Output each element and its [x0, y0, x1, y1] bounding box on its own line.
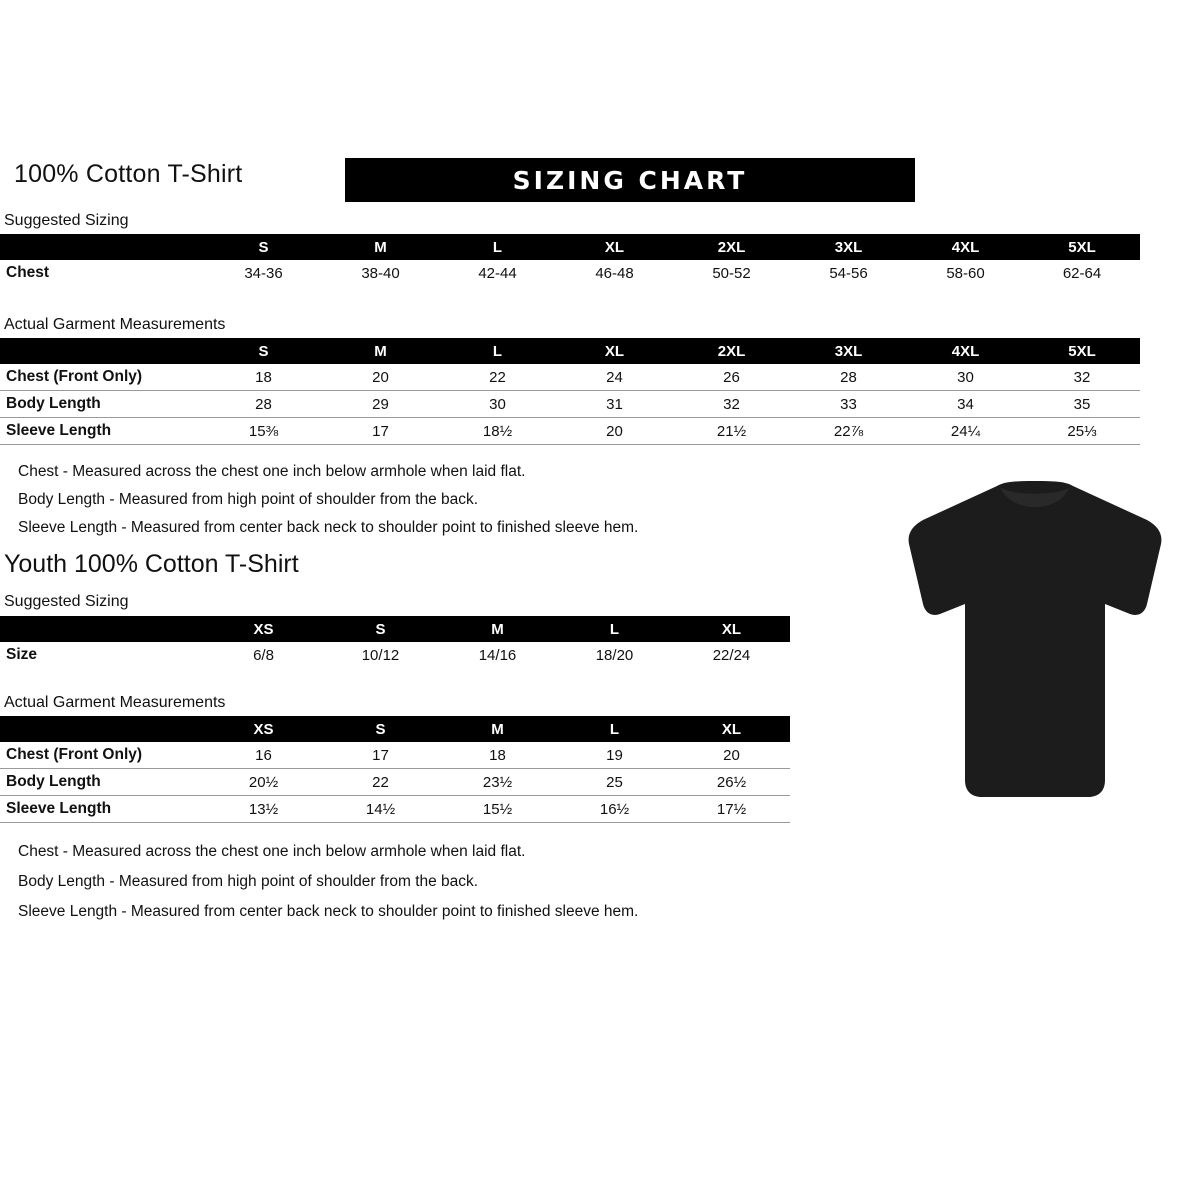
cell: 14½ — [365, 800, 396, 818]
cell: 58-60 — [946, 264, 985, 282]
adult-suggested-label: Suggested Sizing — [4, 212, 129, 229]
row-label: Body Length — [6, 395, 101, 412]
youth-note-chest: Chest - Measured across the chest one inch below armhole when laid flat. — [18, 843, 526, 860]
cell: 54-56 — [829, 264, 868, 282]
col-head: S — [375, 620, 386, 638]
table-header-row — [0, 616, 790, 642]
col-head: XL — [721, 620, 742, 638]
cell: 46-48 — [595, 264, 634, 282]
youth-section-title: Youth 100% Cotton T-Shirt — [4, 550, 299, 578]
cell: 10/12 — [361, 646, 400, 664]
adult-suggested-table — [0, 234, 1140, 286]
adult-actual-table — [0, 338, 1140, 445]
col-head — [0, 234, 205, 260]
table-row — [0, 796, 790, 823]
cell: 26 — [723, 368, 740, 386]
row-label: Chest — [6, 264, 50, 281]
col-head: L — [492, 342, 503, 360]
cell: 18 — [489, 746, 506, 764]
table-header-row — [0, 716, 790, 742]
youth-note-sleeve-length: Sleeve Length - Measured from center back neck to shoulder point to finished sleeve hem. — [18, 903, 639, 920]
cell: 38-40 — [361, 264, 400, 282]
table-row — [0, 418, 1140, 445]
adult-note-sleeve-length: Sleeve Length - Measured from center back neck to shoulder point to finished sleeve hem. — [18, 519, 639, 536]
col-head: 3XL — [834, 342, 863, 360]
cell: 31 — [606, 395, 623, 413]
row-label: Chest (Front Only) — [6, 746, 143, 763]
cell: 34-36 — [244, 264, 283, 282]
col-head: XS — [253, 620, 274, 638]
cell: 25⅓ — [1067, 422, 1097, 440]
table-row — [0, 769, 790, 796]
cell: 42-44 — [478, 264, 517, 282]
cell: 32 — [1073, 368, 1091, 386]
youth-actual-label: Actual Garment Measurements — [4, 694, 226, 711]
col-head — [0, 716, 205, 742]
t-shirt-illustration — [900, 480, 1170, 810]
table-row — [0, 642, 790, 668]
cell: 16½ — [599, 800, 630, 818]
col-head: M — [491, 620, 504, 638]
adult-note-body-length: Body Length - Measured from high point of shoulder from the back. — [18, 491, 479, 508]
cell: 25 — [606, 773, 623, 791]
col-head: L — [492, 238, 503, 256]
col-head: S — [258, 238, 269, 256]
cell: 19 — [606, 746, 623, 764]
col-head: L — [609, 620, 620, 638]
row-label: Chest (Front Only) — [6, 368, 143, 385]
cell: 62-64 — [1062, 264, 1102, 282]
cell: 18 — [255, 368, 272, 386]
row-label: Sleeve Length — [6, 422, 112, 439]
col-head: XS — [253, 720, 274, 738]
header — [10, 160, 1190, 202]
cell: 21½ — [716, 422, 747, 440]
table-header-row — [0, 234, 1140, 260]
col-head: L — [609, 720, 620, 738]
cell: 18½ — [482, 422, 513, 440]
cell: 14/16 — [478, 646, 517, 664]
cell: 23½ — [482, 773, 513, 791]
col-head: XL — [604, 238, 625, 256]
cell: 20 — [723, 746, 740, 764]
col-head: 4XL — [951, 342, 980, 360]
cell: 20 — [372, 368, 389, 386]
adult-note-chest: Chest - Measured across the chest one inch below armhole when laid flat. — [18, 463, 526, 480]
cell: 17 — [372, 746, 389, 764]
cell: 6/8 — [253, 646, 274, 664]
table-row — [0, 260, 1140, 286]
col-head: M — [374, 238, 387, 256]
cell: 18/20 — [595, 646, 634, 664]
sizing-chart-banner-label: SIZING CHART — [512, 166, 748, 195]
cell: 35 — [1073, 395, 1091, 413]
col-head: XL — [604, 342, 625, 360]
cell: 15⅜ — [248, 422, 279, 440]
cell: 24¼ — [950, 422, 981, 440]
cell: 32 — [723, 395, 740, 413]
youth-suggested-table — [0, 616, 790, 668]
col-head: 5XL — [1068, 342, 1096, 360]
youth-suggested-label: Suggested Sizing — [4, 593, 129, 610]
col-head — [0, 338, 205, 364]
youth-actual-table — [0, 716, 790, 823]
cell: 22 — [372, 773, 389, 791]
youth-note-body-length: Body Length - Measured from high point of shoulder from the back. — [18, 873, 479, 890]
cell: 15½ — [482, 800, 513, 818]
col-head: 4XL — [951, 238, 980, 256]
cell: 20 — [606, 422, 623, 440]
col-head: 2XL — [717, 238, 746, 256]
col-head: 2XL — [717, 342, 746, 360]
col-head: 3XL — [834, 238, 863, 256]
row-label: Body Length — [6, 773, 101, 790]
t-shirt-icon — [900, 480, 1170, 810]
table-row — [0, 364, 1140, 391]
col-head: M — [374, 342, 387, 360]
cell: 26½ — [716, 773, 747, 791]
adult-actual-label: Actual Garment Measurements — [4, 316, 226, 333]
col-head: 5XL — [1068, 238, 1096, 256]
cell: 33 — [840, 395, 857, 413]
cell: 17½ — [716, 800, 747, 818]
cell: 22⅞ — [833, 422, 864, 440]
cell: 17 — [372, 422, 389, 440]
cell: 24 — [606, 368, 623, 386]
col-head: S — [258, 342, 269, 360]
col-head — [0, 616, 205, 642]
cell: 16 — [255, 746, 272, 764]
cell: 22 — [489, 368, 506, 386]
col-head: XL — [721, 720, 742, 738]
page-title: 100% Cotton T-Shirt — [14, 160, 243, 188]
col-head: M — [491, 720, 504, 738]
table-row — [0, 742, 790, 769]
cell: 28 — [255, 395, 272, 413]
row-label: Sleeve Length — [6, 800, 112, 817]
cell: 13½ — [248, 800, 279, 818]
cell: 20½ — [248, 773, 279, 791]
cell: 50-52 — [712, 264, 751, 282]
table-header-row — [0, 338, 1140, 364]
cell: 30 — [957, 368, 974, 386]
row-label: Size — [6, 646, 38, 663]
cell: 29 — [372, 395, 389, 413]
cell: 28 — [840, 368, 857, 386]
col-head: S — [375, 720, 386, 738]
cell: 22/24 — [712, 646, 751, 664]
cell: 34 — [957, 395, 974, 413]
table-row — [0, 391, 1140, 418]
sizing-chart-banner — [345, 158, 915, 202]
cell: 30 — [489, 395, 506, 413]
